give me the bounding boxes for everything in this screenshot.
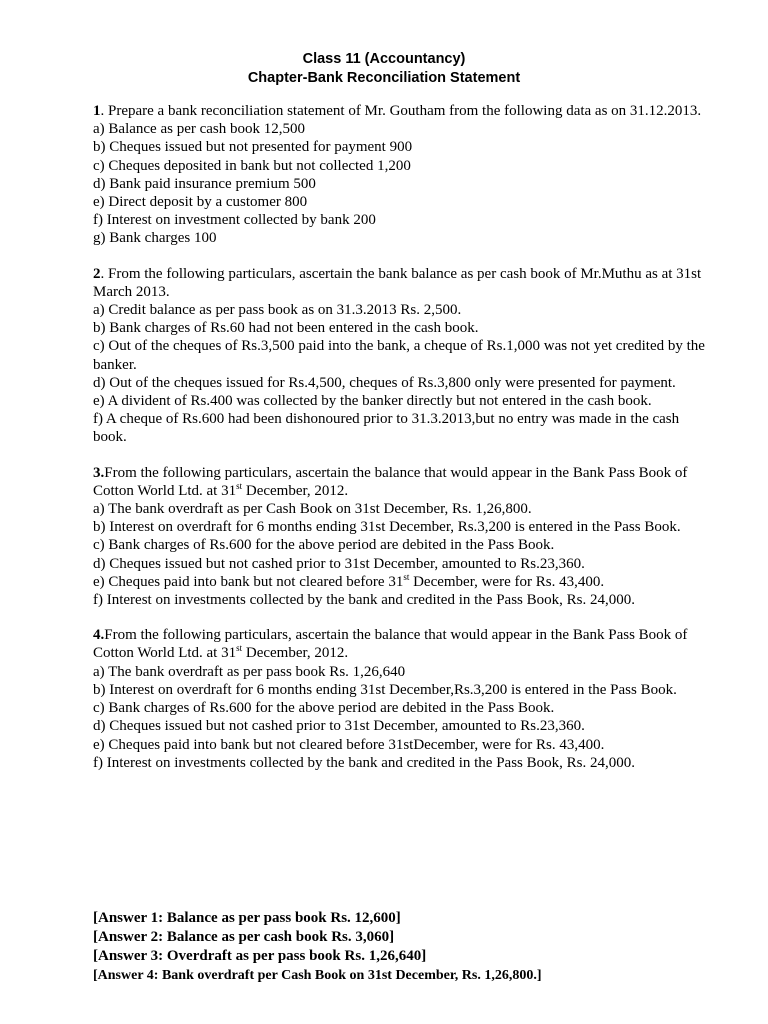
list-item: e) Cheques paid into bank but not cleared before 31stDecember, were for Rs. 43,400. bbox=[93, 736, 605, 753]
list-item: f) Interest on investments collected by the bank and credited in the Pass Book, Rs. 24,000. bbox=[93, 754, 635, 771]
list-item: b) Interest on overdraft for 6 months ending 31st December,Rs.3,200 is entered in the Pass Book. bbox=[93, 681, 677, 698]
list-item: a) The bank overdraft as per pass book Rs. 1,26,640 bbox=[93, 663, 406, 680]
answer-3: [Answer 3: Overdraft as per pass book Rs. 1,26,640] bbox=[93, 948, 427, 964]
list-item: f) Interest on investment collected by bank 200 bbox=[93, 212, 376, 229]
document-subtitle: Chapter-Bank Reconciliation Statement bbox=[247, 70, 521, 86]
answer-4: [Answer 4: Bank overdraft per Cash Book on 31st December, Rs. 1,26,800.] bbox=[93, 968, 542, 983]
list-item: c) Out of the cheques of Rs.3,500 paid into the bank, a cheque of Rs.1,000 was not yet credited by the banker. bbox=[93, 338, 705, 373]
list-item: a) The bank overdraft as per Cash Book on 31st December, Rs. 1,26,800. bbox=[93, 501, 532, 518]
question-2 bbox=[93, 265, 713, 447]
list-item: d) Out of the cheques issued for Rs.4,500, cheques of Rs.3,800 only were presented for payment. bbox=[93, 374, 676, 391]
list-item: b) Interest on overdraft for 6 months ending 31st December, Rs.3,200 is entered in the Pass Book. bbox=[93, 519, 681, 536]
list-item: d) Cheques issued but not cashed prior to 31st December, amounted to Rs.23,360. bbox=[93, 718, 585, 735]
list-item: b) Cheques issued but not presented for payment 900 bbox=[93, 139, 413, 156]
question-3 bbox=[93, 464, 713, 610]
question-1-intro: 1. Prepare a bank reconciliation statement of Mr. Goutham from the following data as on 31.12.2013. bbox=[93, 103, 702, 119]
list-item: e) Cheques paid into bank but not cleared before 31st December, were for Rs. 43,400. bbox=[93, 571, 605, 590]
questions-section bbox=[93, 102, 713, 789]
list-item: d) Cheques issued but not cashed prior to 31st December, amounted to Rs.23,360. bbox=[93, 555, 585, 572]
question-4 bbox=[93, 626, 713, 772]
list-item: f) Interest on investments collected by the bank and credited in the Pass Book, Rs. 24,000. bbox=[93, 592, 635, 609]
list-item: c) Bank charges of Rs.600 for the above period are debited in the Pass Book. bbox=[93, 700, 555, 717]
list-item: f) A cheque of Rs.600 had been dishonoured prior to 31.3.2013,but no entry was made in the cash book. bbox=[93, 411, 680, 446]
answer-2: [Answer 2: Balance as per cash book Rs. 3,060] bbox=[93, 929, 395, 945]
list-item: d) Bank paid insurance premium 500 bbox=[93, 175, 316, 192]
answers-section bbox=[93, 909, 713, 985]
question-4-number: 4. bbox=[93, 627, 105, 644]
list-item: e) Direct deposit by a customer 800 bbox=[93, 194, 308, 211]
question-1 bbox=[93, 102, 713, 248]
list-item: g) Bank charges 100 bbox=[93, 230, 217, 247]
question-2-number: 2 bbox=[93, 265, 101, 282]
document-title: Class 11 (Accountancy) bbox=[302, 51, 466, 67]
list-item: c) Bank charges of Rs.600 for the above period are debited in the Pass Book. bbox=[93, 537, 555, 554]
question-3-intro: 3.From the following particulars, ascertain the balance that would appear in the Bank Pass Book of Cotton World Ltd. at 31st December, 2012. bbox=[93, 464, 688, 499]
list-item: a) Balance as per cash book 12,500 bbox=[93, 121, 306, 138]
answer-1: [Answer 1: Balance as per pass book Rs. 12,600] bbox=[93, 910, 401, 926]
list-item: a) Credit balance as per pass book as on 31.3.2013 Rs. 2,500. bbox=[93, 302, 462, 319]
question-4-intro: 4.From the following particulars, ascertain the balance that would appear in the Bank Pass Book of Cotton World Ltd. at 31st December, 2012. bbox=[93, 627, 688, 662]
list-item: e) A divident of Rs.400 was collected by the banker directly but not entered in the cash book. bbox=[93, 393, 652, 410]
question-1-number: 1 bbox=[93, 103, 101, 119]
list-item: c) Cheques deposited in bank but not collected 1,200 bbox=[93, 157, 411, 174]
document-header bbox=[0, 50, 768, 88]
question-3-number: 3. bbox=[93, 464, 105, 481]
list-item: b) Bank charges of Rs.60 had not been entered in the cash book. bbox=[93, 320, 479, 337]
question-2-intro: 2. From the following particulars, ascertain the bank balance as per cash book of Mr.Muthu as at 31st March 2013. bbox=[93, 265, 702, 300]
